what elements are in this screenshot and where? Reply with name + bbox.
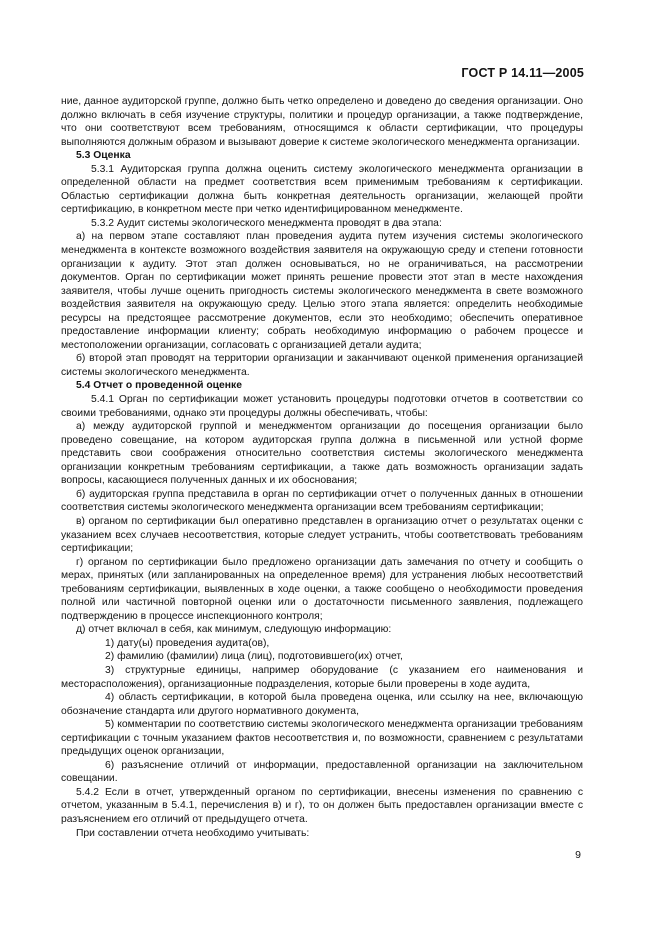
list-item-b: б) второй этап проводят на территории организации и заканчивают оценкой применения организацией системы экологического менеджмента. — [61, 353, 583, 378]
list-item-g: г) органом по сертификации было предложено организации дать замечания по отчету и сообщить о мерах, принятых (или запланированных на определенное время) для устранения любых несоответствий требованиям сертификации, выявленных в ходе оценки, а также сообщено о необходимости проведения полной или частичной повторной оценки или о достаточности письменного заявления, подлежащего подтверждению в процессе инспекционного контроля; — [61, 556, 583, 622]
section-heading-5-4: 5.4 Отчет о проведенной оценке — [76, 380, 242, 392]
list-item-a: а) между аудиторской группой и менеджментом организации до посещения организации было проведено совещание, на котором аудиторская группа должна в письменной или устной форме представить свои соображения относительно соответствия системы экологического менеджмента организации конкретным требованиям сертификации, а также дать возможность организации задать вопросы, касающиеся полученных данных и их обоснования; — [61, 421, 583, 487]
sub-item-5: 5) комментарии по соответствию системы экологического менеджмента организации требованиям сертификации с точным указанием фактов несоответствия и, по возможности, сравнением с результатами предыдущих оценок организации, — [61, 719, 583, 758]
document-body — [61, 95, 583, 840]
section-heading-5-3: 5.3 Оценка — [76, 150, 131, 162]
paragraph-5-4-1: 5.4.1 Орган по сертификации может установить процедуры подготовки отчетов в соответствии со своими требованиями, однако эти процедуры должны обеспечивать, чтобы: — [61, 394, 583, 419]
list-item-v: в) органом по сертификации был оперативно представлен в организацию отчет о результатах оценки с указанием всех случаев несоответствия, которые следует устранить, чтобы соответствовать требованиям сертификации; — [61, 515, 583, 555]
list-item-d: д) отчет включал в себя, как минимум, следующую информацию: — [76, 624, 392, 636]
list-item-a: а) на первом этапе составляют план проведения аудита путем изучения системы экологического менеджмента в контексте возможного воздействия заявителя на окружающую среду и степени готовности организации к аудиту. Этот этап должен основываться, но не ограничиваться, на рассмотрении документов. Орган по сертификации может принять решение провести этот этап в месте нахождения заявителя, чтобы лучше оценить пригодность системы экологического менеджмента в свете возможного воздействия заявителя на окружающую среду. Целью этого этапа является: определить необходимые ресурсы на предстоящее рассмотрение документов, если это необходимо; обеспечить оперативное предоставление информации клиенту; собрать необходимую информацию о рабочем процессе и местоположении организации, согласовать с организацией детали аудита; — [61, 231, 583, 351]
sub-item-3: 3) структурные единицы, например оборудование (с указанием его наименования и месторасположения), организационные подразделения, которые были проверены в ходе аудита, — [61, 664, 583, 690]
sub-item-1: 1) дату(ы) проведения аудита(ов), — [105, 637, 270, 649]
sub-item-4: 4) область сертификации, в которой была проведена оценка, или ссылку на нее, включающую обозначение стандарта или другого нормативного документа, — [61, 692, 583, 717]
paragraph-continuation: ние, данное аудиторской группе, должно быть четко определено и доведено до сведения организации. Оно должно включать в себя изучение структуры, политики и процедур организации, а также подтверждение, что они соответствуют всем требованиям, относящимся к области сертификации, что процедуры выполняются должным образом и вызывают доверие к системе экологического менеджмента организации. — [61, 96, 583, 148]
paragraph-report-note: При составлении отчета необходимо учитывать: — [76, 827, 310, 839]
sub-item-6: 6) разъяснение отличий от информации, предоставленной организации на заключительном совещании. — [61, 759, 583, 785]
paragraph-5-3-2: 5.3.2 Аудит системы экологического менеджмента проводят в два этапа: — [91, 217, 442, 229]
list-item-b: б) аудиторская группа представила в орган по сертификации отчет о полученных данных в отношении соответствия системы экологического менеджмента организации всем требованиям сертификации; — [61, 488, 583, 514]
sub-item-2: 2) фамилию (фамилии) лица (лиц), подготовившего(их) отчет, — [105, 651, 403, 663]
paragraph-5-4-2: 5.4.2 Если в отчет, утвержденный органом по сертификации, внесены изменения по сравнению с отчетом, указанным в 5.4.1, перечисления в) и г), то он должен быть предоставлен организации вместе с разъяснением его отличий от предыдущего отчета. — [61, 786, 583, 825]
document-code: ГОСТ Р 14.11—2005 — [461, 66, 584, 80]
paragraph-5-3-1: 5.3.1 Аудиторская группа должна оценить систему экологического менеджмента организации в определенной области на предмет соответствия всем применимым требованиям к сертификации. Областью сертификации должна быть конкретная деятельность организации, желающей пройти сертификацию, в конкретном месте при четко идентифицированном менеджменте. — [61, 163, 583, 216]
page-number: 9 — [575, 849, 581, 861]
